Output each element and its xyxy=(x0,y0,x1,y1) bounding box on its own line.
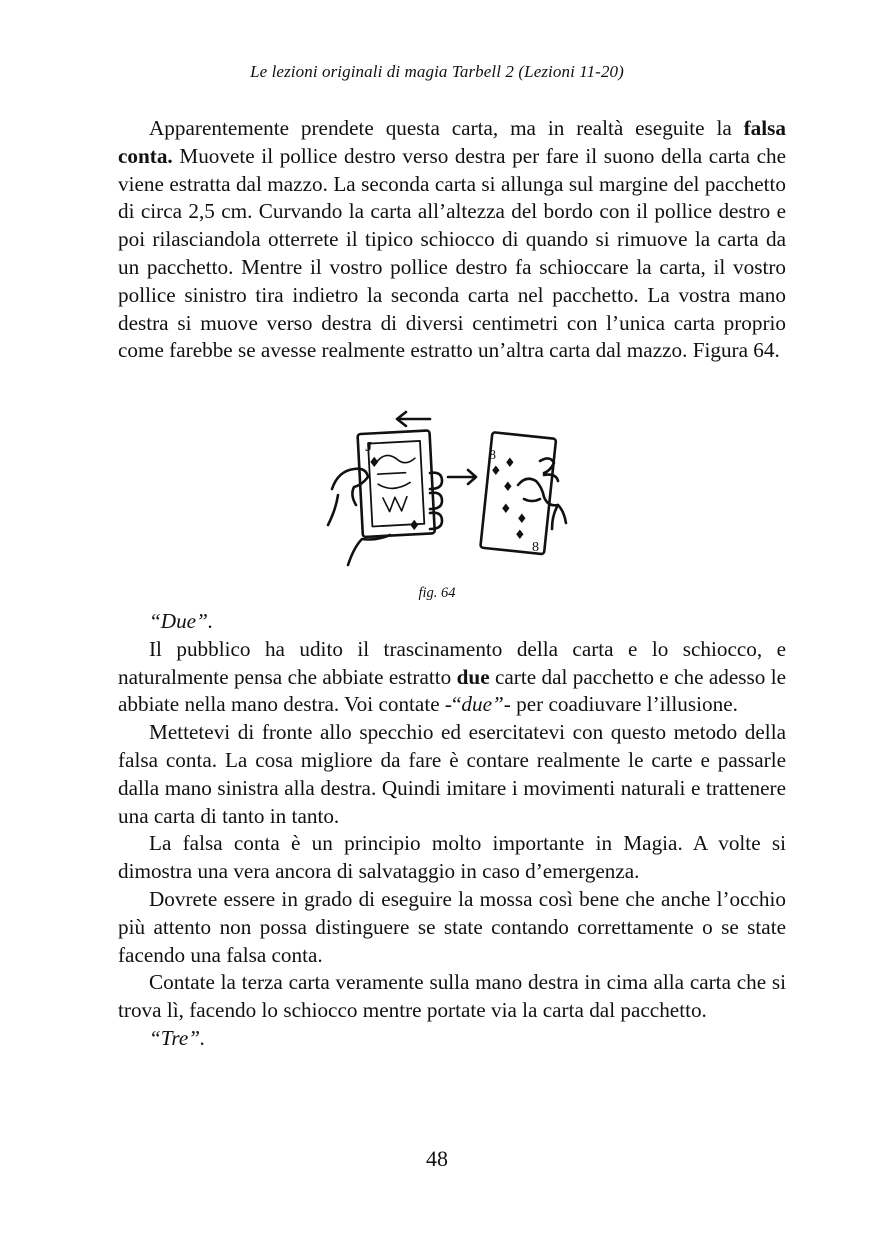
diamond-icon: ♦ xyxy=(490,464,502,479)
diamond-icon: ♦ xyxy=(516,512,528,527)
italic-term: due” xyxy=(461,692,504,717)
paragraph-text: carte dal pacchetto e che adesso le abbiate nella mano destra. Voi contate -“ xyxy=(118,664,786,717)
right-card-rank: 8 xyxy=(532,540,539,555)
paragraph-mossa: Dovrete essere in grado di eseguire la mossa così bene che anche l’occhio più attento non possa distinguere se state contando correttamente o se state facendo una falsa conta. xyxy=(118,886,786,967)
dialog-tre: “Tre”. xyxy=(149,1025,206,1050)
paragraph-specchio: Mettetevi di fronte allo specchio ed esercitatevi con questo metodo della falsa conta. La cosa migliore da fare è contare realmente le carte e passarle dalla mano sinistra alla destra. Quindi imitare i movimenti naturali e trattenere una carta di tanto in tanto. xyxy=(118,720,786,828)
paragraph-pubblico xyxy=(118,636,786,719)
text-block-top xyxy=(118,115,786,365)
paragraph-falsa-conta xyxy=(118,115,786,365)
paragraph-text: Apparentemente prendete questa carta, ma in realtà eseguite la xyxy=(149,116,744,140)
bold-term: falsa conta. xyxy=(118,116,786,168)
running-header: Le lezioni originali di magia Tarbell 2 (Lezioni 11-20) xyxy=(250,62,624,81)
arrow-left-icon xyxy=(397,412,430,426)
diamond-icon: ♦ xyxy=(502,480,514,495)
dialog-due: “Due”. xyxy=(149,609,214,633)
diamond-icon: ♦ xyxy=(504,456,516,471)
figure-64-illustration xyxy=(318,405,568,575)
diamond-icon: ♦ xyxy=(408,518,421,534)
arrow-right-icon xyxy=(448,470,476,484)
diamond-icon: ♦ xyxy=(500,502,512,517)
paragraph-text: - per coadiuvare l’illusione. xyxy=(503,692,738,717)
right-card-rank: 8 xyxy=(489,448,496,463)
text-block-bottom xyxy=(118,608,786,1053)
figure-caption: fig. 64 xyxy=(418,585,456,601)
left-card-rank: J xyxy=(365,440,372,455)
left-hand xyxy=(328,469,442,565)
page-number: 48 xyxy=(426,1146,448,1171)
paragraph-text: Il pubblico ha udito il trascinamento della carta e lo schiocco, e naturalmente pensa che abbiate estratto xyxy=(118,636,786,689)
diamond-icon: ♦ xyxy=(514,528,526,543)
diamond-icon: ♦ xyxy=(368,455,381,471)
bold-term: due xyxy=(456,664,490,689)
paragraph-principio: La falsa conta è un principio molto importante in Magia. A volte si dimostra una vera ancora di salvataggio in caso d’emergenza. xyxy=(118,831,786,884)
paragraph-terza-carta: Contate la terza carta veramente sulla mano destra in cima alla carta che si trova lì, facendo lo schiocco mentre portate via la carta dal pacchetto. xyxy=(118,970,786,1023)
paragraph-text: Muovete il pollice destro verso destra per fare il suono della carta che viene estratta dal mazzo. La seconda carta si allunga sul margine del pacchetto di circa 2,5 cm. Curvando la carta all’altezza del bordo con il pollice destro e poi rilasciandola otterrete il tipico schiocco di quando si rimuove la carta da un pacchetto. Mentre il vostro pollice destro fa schioccare la carta, il vostro pollice sinistro tira indietro la seconda carta nel pacchetto. La vostra mano destra si muove verso destra di diversi centimetri con l’unica carta proprio come farebbe se avesse realmente estratto un’altra carta dal mazzo. Figura 64. xyxy=(118,143,786,363)
